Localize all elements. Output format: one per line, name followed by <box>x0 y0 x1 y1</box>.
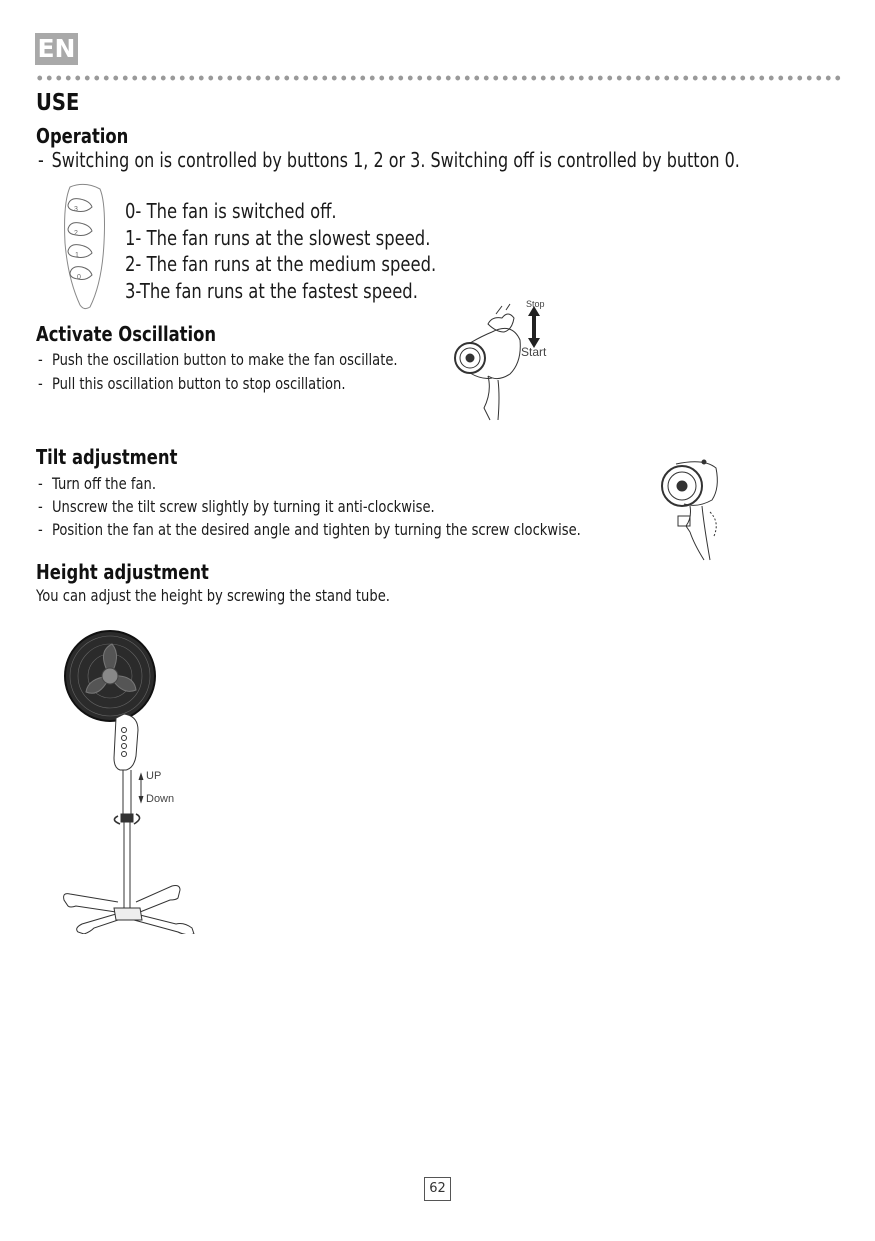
remote-button-3: 3 <box>74 206 78 213</box>
operation-line: - Switching on is controlled by buttons 1, 2 or 3. Switching off is controlled by button 0. <box>38 148 740 172</box>
down-label: Down <box>146 793 175 805</box>
remote-button-0: 0 <box>77 274 81 281</box>
operation-item-2: 2- The fan runs at the medium speed. <box>125 252 437 276</box>
oscillation-figure <box>452 296 562 424</box>
height-line: You can adjust the height by screwing the stand tube. <box>36 586 390 605</box>
remote-control-figure <box>60 183 110 311</box>
tilt-line-1: - Unscrew the tilt screw slightly by turning it anti-clockwise. <box>38 497 435 516</box>
tilt-line-0: - Turn off the fan. <box>38 474 157 493</box>
tilt-line-2: - Position the fan at the desired angle and tighten by turning the screw clockwise. <box>38 520 581 539</box>
start-label: Start <box>521 345 547 359</box>
section-title: USE <box>36 90 80 116</box>
page-number: 62 <box>424 1177 451 1201</box>
up-label: UP <box>146 770 162 782</box>
dotted-divider <box>35 74 843 82</box>
operation-item-0: 0- The fan is switched off. <box>125 199 337 223</box>
oscillation-line-1: - Pull this oscillation button to stop oscillation. <box>38 374 346 393</box>
oscillation-line-0: - Push the oscillation button to make the fan oscillate. <box>38 350 398 369</box>
operation-item-1: 1- The fan runs at the slowest speed. <box>125 226 431 250</box>
oscillation-heading: Activate Oscillation <box>36 322 217 346</box>
height-heading: Height adjustment <box>36 560 209 584</box>
tilt-heading: Tilt adjustment <box>36 445 178 469</box>
remote-button-2: 2 <box>74 230 78 237</box>
remote-button-1: 1 <box>75 252 79 259</box>
tilt-figure <box>654 454 724 564</box>
operation-item-3: 3-The fan runs at the fastest speed. <box>125 279 418 303</box>
stop-label: Stop <box>526 299 545 309</box>
operation-heading: Operation <box>36 124 129 148</box>
language-badge: EN <box>35 33 78 65</box>
stand-fan-figure <box>60 618 200 934</box>
